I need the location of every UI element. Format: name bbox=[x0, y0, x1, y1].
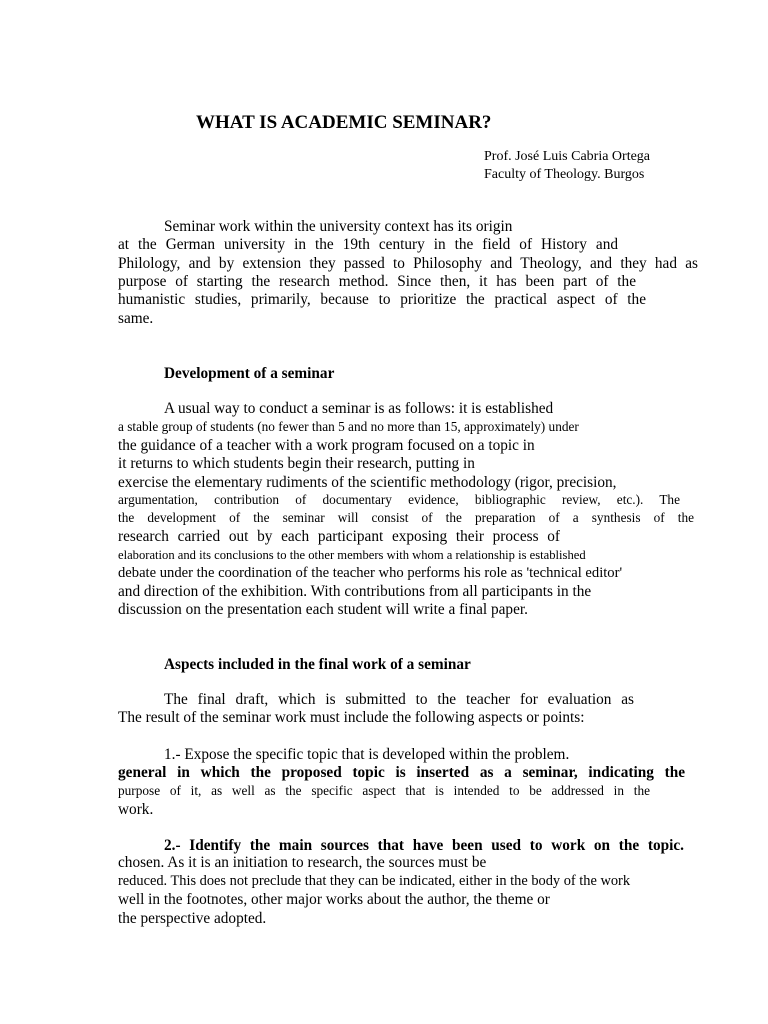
point2-line: reduced. This does not preclude that they can be indicated, either in the body of the work bbox=[118, 873, 631, 889]
development-heading: Development of a seminar bbox=[164, 365, 335, 382]
intro-line: same. bbox=[118, 310, 154, 327]
aspects-intro-line: The result of the seminar work must include the following aspects or points: bbox=[118, 709, 585, 726]
point1-line: purpose of it, as well as the specific aspect that is intended to be addressed in the bbox=[118, 783, 650, 798]
author-name: Prof. José Luis Cabria Ortega bbox=[484, 149, 651, 164]
point1-line: work. bbox=[118, 801, 154, 818]
development-line: discussion on the presentation each student will write a final paper. bbox=[118, 601, 528, 618]
development-line: the development of the seminar will consist of the preparation of a synthesis of the bbox=[118, 510, 694, 525]
development-line: and direction of the exhibition. With contributions from all participants in the bbox=[118, 583, 592, 600]
point1-line: general in which the proposed topic is inserted as a seminar, indicating the bbox=[118, 764, 685, 781]
development-line: it returns to which students begin their research, putting in bbox=[118, 455, 475, 472]
author-affiliation: Faculty of Theology. Burgos bbox=[484, 167, 645, 182]
intro-line: humanistic studies, primarily, because to prioritize the practical aspect of the bbox=[118, 291, 646, 308]
intro-line: Philology, and by extension they passed to Philosophy and Theology, and they had as bbox=[118, 255, 698, 272]
point2-line: well in the footnotes, other major works about the author, the theme or bbox=[118, 891, 550, 908]
point1-line: 1.- Expose the specific topic that is developed within the problem. bbox=[164, 746, 570, 763]
intro-line: Seminar work within the university context has its origin bbox=[164, 218, 513, 235]
point2-line: chosen. As it is an initiation to research, the sources must be bbox=[118, 854, 487, 871]
development-line: debate under the coordination of the teacher who performs his role as 'technical editor' bbox=[118, 565, 623, 581]
development-line: argumentation, contribution of documentary evidence, bibliographic review, etc.). The bbox=[118, 492, 680, 507]
intro-line: purpose of starting the research method. Since then, it has been part of the bbox=[118, 273, 636, 290]
document-title: WHAT IS ACADEMIC SEMINAR? bbox=[196, 112, 492, 133]
development-line: elaboration and its conclusions to the other members with whom a relationship is established bbox=[118, 548, 586, 562]
intro-line: at the German university in the 19th century in the field of History and bbox=[118, 236, 618, 253]
development-line: research carried out by each participant exposing their process of bbox=[118, 528, 560, 545]
point2-line: the perspective adopted. bbox=[118, 910, 267, 927]
development-line: A usual way to conduct a seminar is as follows: it is established bbox=[164, 400, 554, 417]
development-line: exercise the elementary rudiments of the scientific methodology (rigor, precision, bbox=[118, 474, 617, 491]
point2-line: 2.- Identify the main sources that have been used to work on the topic. bbox=[164, 837, 684, 854]
aspects-heading: Aspects included in the final work of a seminar bbox=[164, 656, 471, 673]
development-line: a stable group of students (no fewer than 5 and no more than 15, approximately) under bbox=[118, 419, 579, 434]
development-line: the guidance of a teacher with a work program focused on a topic in bbox=[118, 437, 535, 454]
aspects-intro-line: The final draft, which is submitted to the teacher for evaluation as bbox=[164, 691, 634, 708]
